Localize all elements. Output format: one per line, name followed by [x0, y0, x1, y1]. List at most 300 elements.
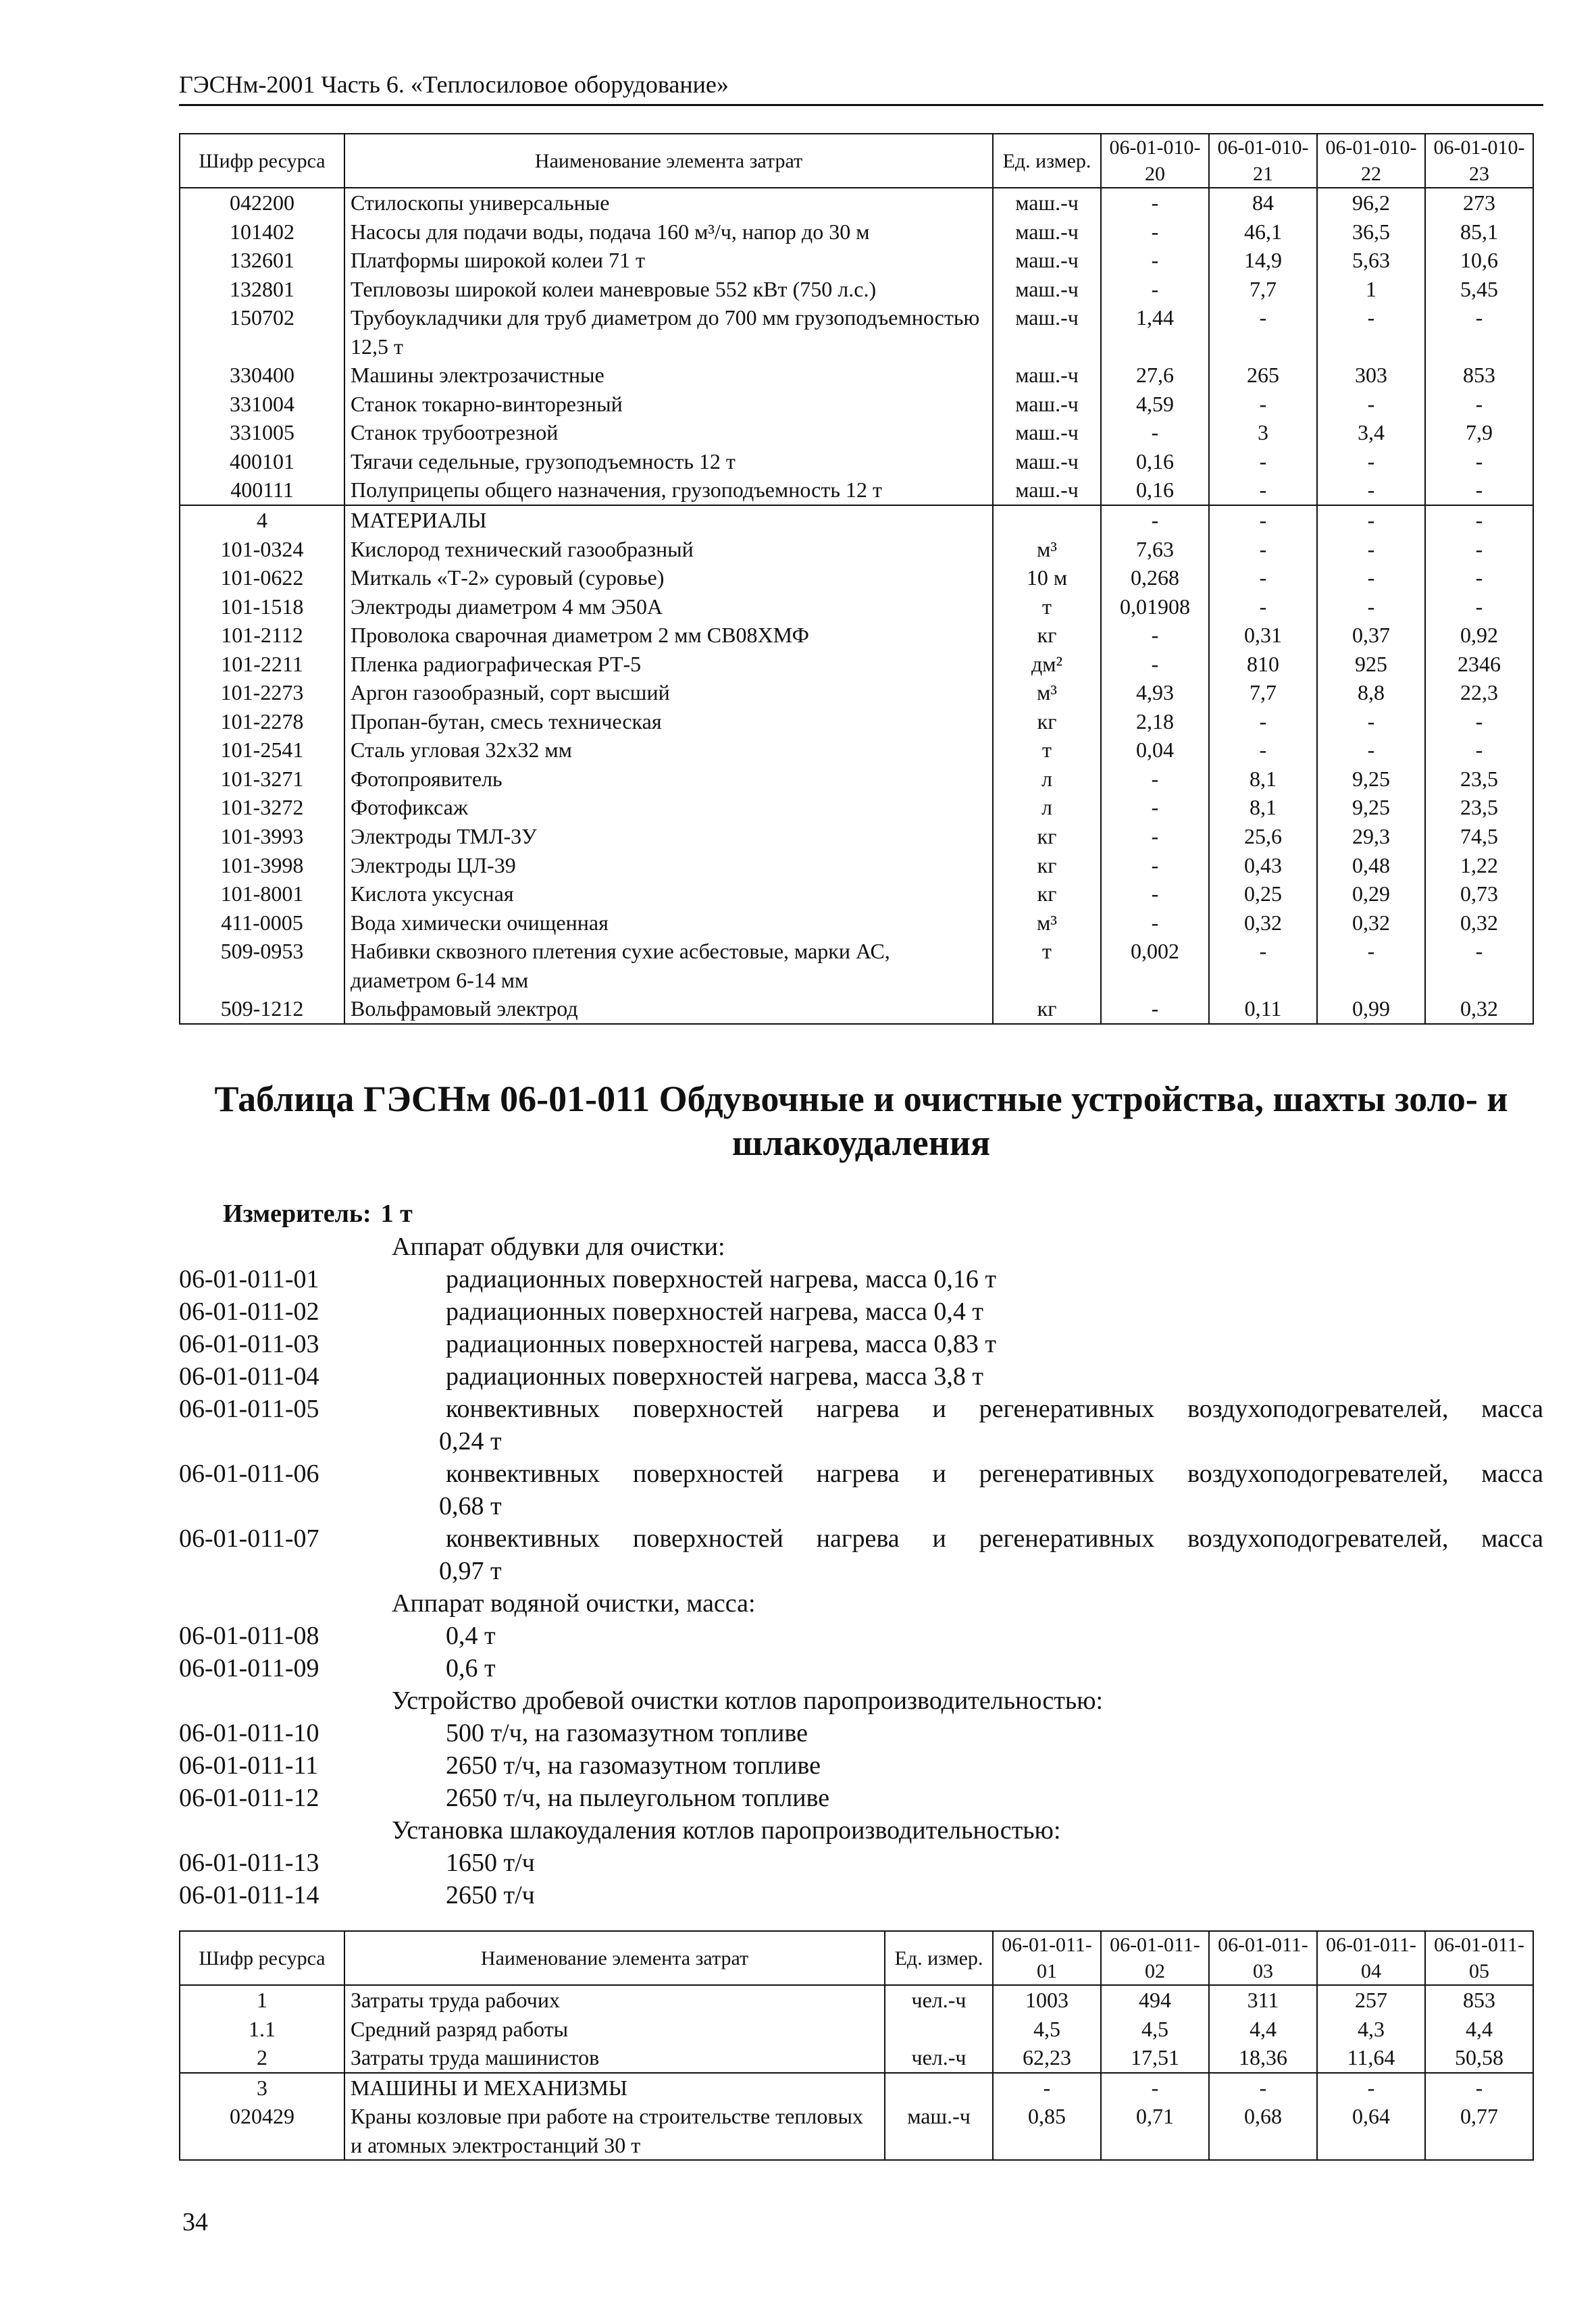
- resource-value: 7,7: [1209, 275, 1317, 304]
- resource-value: -: [1101, 275, 1209, 304]
- work-code: 06-01-011-06: [179, 1460, 319, 1488]
- table-row: [180, 2015, 1533, 2044]
- resource-unit: кг: [993, 851, 1101, 880]
- resource-value: -: [1317, 937, 1425, 994]
- resource-code: 411-0005: [180, 908, 344, 937]
- resource-code: 331005: [180, 418, 344, 447]
- work-text: радиационных поверхностей нагрева, масса 3,8 т: [446, 1362, 983, 1391]
- resource-value: -: [1317, 475, 1425, 505]
- works-list: [179, 1231, 1543, 1911]
- table-row: [180, 563, 1533, 592]
- meter-value: 1 т: [380, 1200, 413, 1228]
- header-col: 06-01-010-20: [1101, 134, 1209, 188]
- table-row: [180, 2102, 1533, 2160]
- resource-value: -: [1425, 475, 1533, 505]
- resource-value: 46,1: [1209, 217, 1317, 247]
- resource-value: 257: [1317, 1985, 1425, 2015]
- work-text: 2650 т/ч, на газомазутном топливе: [446, 1751, 821, 1780]
- resource-name: Полуприцепы общего назначения, грузоподъемность 12 т: [344, 475, 993, 505]
- resource-value: -: [1101, 793, 1209, 822]
- resource-name: Вольфрамовый электрод: [344, 994, 993, 1024]
- resource-unit: кг: [993, 621, 1101, 650]
- resource-name: Тепловозы широкой колеи маневровые 552 кВт (750 л.с.): [344, 275, 993, 304]
- resource-value: 85,1: [1425, 217, 1533, 247]
- table-title: Таблица ГЭСНм 06-01-011 Обдувочные и очистные устройства, шахты золо- и шлакоудаления: [214, 1079, 1508, 1163]
- resource-code: 101-0324: [180, 535, 344, 564]
- work-text-cont: 0,24 т: [439, 1427, 502, 1456]
- resource-value: 3: [1209, 418, 1317, 447]
- resource-value: -: [1425, 736, 1533, 765]
- resource-code: 101402: [180, 217, 344, 247]
- table-row: [180, 2073, 1533, 2103]
- resource-value: 0,85: [993, 2102, 1101, 2160]
- resource-value: -: [1101, 851, 1209, 880]
- resource-value: -: [1425, 505, 1533, 535]
- header-name: Наименование элемента затрат: [344, 134, 993, 188]
- work-item: [179, 1393, 1543, 1458]
- resource-value: -: [1101, 505, 1209, 535]
- work-group-line: [179, 1814, 1543, 1847]
- table-body: [180, 188, 1533, 1024]
- work-code: 06-01-011-13: [179, 1849, 319, 1877]
- resource-value: -: [1317, 447, 1425, 476]
- resource-unit: маш.-ч: [993, 447, 1101, 476]
- work-item: [179, 1717, 1543, 1749]
- header-col: 06-01-011-04: [1317, 1931, 1425, 1985]
- resource-value: 4,5: [993, 2015, 1101, 2044]
- table-row: [180, 592, 1533, 621]
- work-text: 0,4 т: [446, 1622, 496, 1650]
- resource-unit: маш.-ч: [993, 390, 1101, 419]
- resource-value: 810: [1209, 650, 1317, 679]
- resource-value: 0,32: [1317, 908, 1425, 937]
- resource-value: 0,268: [1101, 563, 1209, 592]
- work-text: конвективных поверхностей нагрева и регенеративных воздухоподогревателей, масса: [446, 1395, 1543, 1423]
- resource-value: -: [1101, 246, 1209, 275]
- resource-value: 0,002: [1101, 937, 1209, 994]
- resource-value: -: [1209, 505, 1317, 535]
- resource-name: Платформы широкой колеи 71 т: [344, 246, 993, 275]
- resource-value: -: [1425, 535, 1533, 564]
- resource-value: -: [1317, 390, 1425, 419]
- work-item: [179, 1782, 1543, 1814]
- resource-name: Кислота уксусная: [344, 879, 993, 908]
- resource-value: 0,29: [1317, 879, 1425, 908]
- resource-value: 7,7: [1209, 678, 1317, 707]
- resource-value: 27,6: [1101, 361, 1209, 390]
- resource-value: -: [1101, 765, 1209, 794]
- resource-value: 853: [1425, 1985, 1533, 2015]
- work-text: 2650 т/ч, на пылеугольном топливе: [446, 1784, 830, 1812]
- resource-name: Насосы для подачи воды, подача 160 м³/ч, напор до 30 м: [344, 217, 993, 247]
- resource-value: 11,64: [1317, 2043, 1425, 2073]
- work-code: 06-01-011-08: [179, 1622, 319, 1650]
- work-code: 06-01-011-09: [179, 1654, 319, 1682]
- resource-code: 132801: [180, 275, 344, 304]
- resource-value: -: [1317, 505, 1425, 535]
- work-group: Аппарат обдувки для очистки:: [392, 1233, 725, 1261]
- table-row: [180, 217, 1533, 247]
- table-row: [180, 361, 1533, 390]
- resource-value: 0,32: [1209, 908, 1317, 937]
- resource-unit: [885, 2073, 993, 2103]
- resource-value: 0,64: [1317, 2102, 1425, 2160]
- resource-value: 0,04: [1101, 736, 1209, 765]
- resource-value: 0,31: [1209, 621, 1317, 650]
- resource-name: Средний разряд работы: [344, 2015, 885, 2044]
- resource-value: 0,11: [1209, 994, 1317, 1024]
- resource-value: 17,51: [1101, 2043, 1209, 2073]
- resource-value: -: [1317, 707, 1425, 736]
- resource-value: 0,48: [1317, 851, 1425, 880]
- resource-value: -: [1317, 592, 1425, 621]
- resource-code: 101-0622: [180, 563, 344, 592]
- work-code: 06-01-011-01: [179, 1265, 319, 1293]
- resource-code: 101-2278: [180, 707, 344, 736]
- resource-name: Аргон газообразный, сорт высший: [344, 678, 993, 707]
- resource-value: 2,18: [1101, 707, 1209, 736]
- work-group-line: [179, 1231, 1543, 1263]
- resource-value: 853: [1425, 361, 1533, 390]
- resource-code: 042200: [180, 188, 344, 217]
- header-col: 06-01-010-21: [1209, 134, 1317, 188]
- resource-name: Электроды диаметром 4 мм Э50А: [344, 592, 993, 621]
- resource-value: -: [1209, 2073, 1317, 2103]
- resource-value: 4,4: [1425, 2015, 1533, 2044]
- resource-value: 5,45: [1425, 275, 1533, 304]
- header-name: Наименование элемента затрат: [344, 1931, 885, 1985]
- resource-unit: чел.-ч: [885, 1985, 993, 2015]
- table-row: [180, 879, 1533, 908]
- resource-name: Миткаль «Т-2» суровый (суровье): [344, 563, 993, 592]
- header-col: 06-01-011-02: [1101, 1931, 1209, 1985]
- resource-value: 4,59: [1101, 390, 1209, 419]
- resource-value: 0,25: [1209, 879, 1317, 908]
- resource-value: 0,16: [1101, 447, 1209, 476]
- table-row: [180, 908, 1533, 937]
- resource-code: 101-2273: [180, 678, 344, 707]
- work-group: Устройство дробевой очистки котлов паропроизводительностью:: [392, 1687, 1104, 1715]
- resource-code: 2: [180, 2043, 344, 2073]
- resource-name: Краны козловые при работе на строительстве тепловых и атомных электростанций 30 т: [344, 2102, 885, 2160]
- resource-code: 101-2541: [180, 736, 344, 765]
- resource-value: 0,01908: [1101, 592, 1209, 621]
- resource-value: 10,6: [1425, 246, 1533, 275]
- resource-value: 0,71: [1101, 2102, 1209, 2160]
- resource-value: -: [1425, 447, 1533, 476]
- resource-unit: [885, 2015, 993, 2044]
- resource-value: -: [1425, 563, 1533, 592]
- resource-unit: т: [993, 592, 1101, 621]
- resource-value: -: [1425, 937, 1533, 994]
- resource-value: -: [1209, 475, 1317, 505]
- work-code: 06-01-011-07: [179, 1524, 319, 1553]
- resource-value: -: [1317, 303, 1425, 361]
- resource-unit: 10 м: [993, 563, 1101, 592]
- table-row: [180, 303, 1533, 361]
- resource-value: -: [1209, 937, 1317, 994]
- table-row: [180, 390, 1533, 419]
- table-row: [180, 851, 1533, 880]
- resource-code: 101-3993: [180, 822, 344, 851]
- work-item: [179, 1652, 1543, 1685]
- table-row: [180, 246, 1533, 275]
- header-col: 06-01-011-01: [993, 1931, 1101, 1985]
- header-col: 06-01-010-22: [1317, 134, 1425, 188]
- table-row: [180, 822, 1533, 851]
- resource-value: 0,92: [1425, 621, 1533, 650]
- resource-name: Машины электрозачистные: [344, 361, 993, 390]
- resource-name: Станок токарно-винторезный: [344, 390, 993, 419]
- resource-value: -: [1425, 2073, 1533, 2103]
- resource-code: 509-0953: [180, 937, 344, 994]
- resource-value: -: [1101, 822, 1209, 851]
- table-row: [180, 793, 1533, 822]
- meter-label: Измеритель:: [223, 1200, 371, 1228]
- meter-line: [223, 1199, 413, 1229]
- resource-value: 84: [1209, 188, 1317, 217]
- resource-value: 0,68: [1209, 2102, 1317, 2160]
- resource-value: -: [993, 2073, 1101, 2103]
- resource-value: 303: [1317, 361, 1425, 390]
- resource-code: 400101: [180, 447, 344, 476]
- resource-value: 8,1: [1209, 765, 1317, 794]
- resource-code: 132601: [180, 246, 344, 275]
- resource-name: Сталь угловая 32х32 мм: [344, 736, 993, 765]
- resource-name: МАШИНЫ И МЕХАНИЗМЫ: [344, 2073, 885, 2103]
- resource-value: 23,5: [1425, 765, 1533, 794]
- resource-value: -: [1101, 418, 1209, 447]
- resource-value: 23,5: [1425, 793, 1533, 822]
- resource-name: Фотофиксаж: [344, 793, 993, 822]
- resource-value: 4,5: [1101, 2015, 1209, 2044]
- resource-value: 62,23: [993, 2043, 1101, 2073]
- resource-value: 2346: [1425, 650, 1533, 679]
- work-item: [179, 1263, 1543, 1295]
- resource-name: Пропан-бутан, смесь техническая: [344, 707, 993, 736]
- table-row: [180, 765, 1533, 794]
- resource-value: 18,36: [1209, 2043, 1317, 2073]
- resource-value: -: [1317, 535, 1425, 564]
- resource-unit: маш.-ч: [993, 246, 1101, 275]
- header-unit: Ед. измер.: [993, 134, 1101, 188]
- resource-value: 0,32: [1425, 994, 1533, 1024]
- work-item: [179, 1620, 1543, 1652]
- table-row: [180, 650, 1533, 679]
- work-item: [179, 1847, 1543, 1879]
- resource-name: МАТЕРИАЛЫ: [344, 505, 993, 535]
- work-code: 06-01-011-04: [179, 1362, 319, 1391]
- resource-unit: [993, 505, 1101, 535]
- resource-name: Пленка радиографическая РТ-5: [344, 650, 993, 679]
- work-item: [179, 1458, 1543, 1522]
- page-number: 34: [182, 2208, 208, 2236]
- resource-value: 7,9: [1425, 418, 1533, 447]
- resource-code: 509-1212: [180, 994, 344, 1024]
- resource-code: 1.1: [180, 2015, 344, 2044]
- resource-unit: маш.-ч: [993, 361, 1101, 390]
- resource-name: Трубоукладчики для труб диаметром до 700 мм грузоподъемностью 12,5 т: [344, 303, 993, 361]
- table-row: [180, 418, 1533, 447]
- header-code: Шифр ресурса: [180, 134, 344, 188]
- table-row: [180, 475, 1533, 505]
- table-row: [180, 736, 1533, 765]
- resource-value: 29,3: [1317, 822, 1425, 851]
- resource-name: Фотопроявитель: [344, 765, 993, 794]
- resource-unit: маш.-ч: [993, 188, 1101, 217]
- resource-unit: л: [993, 793, 1101, 822]
- resource-value: 3,4: [1317, 418, 1425, 447]
- resource-value: -: [1101, 994, 1209, 1024]
- work-code: 06-01-011-02: [179, 1297, 319, 1326]
- resource-value: -: [1425, 303, 1533, 361]
- work-item: [179, 1328, 1543, 1360]
- resource-value: -: [1209, 535, 1317, 564]
- resource-value: 0,16: [1101, 475, 1209, 505]
- resource-value: -: [1317, 563, 1425, 592]
- resource-code: 101-8001: [180, 879, 344, 908]
- resource-value: 0,43: [1209, 851, 1317, 880]
- table-row: [180, 188, 1533, 217]
- resource-value: -: [1425, 707, 1533, 736]
- resource-value: -: [1101, 2073, 1209, 2103]
- resource-value: 4,3: [1317, 2015, 1425, 2044]
- work-item: [179, 1295, 1543, 1328]
- work-item: [179, 1749, 1543, 1782]
- work-text: конвективных поверхностей нагрева и регенеративных воздухоподогревателей, масса: [446, 1460, 1543, 1488]
- resource-value: -: [1425, 390, 1533, 419]
- resource-unit: дм²: [993, 650, 1101, 679]
- resource-value: -: [1209, 563, 1317, 592]
- resource-value: 5,63: [1317, 246, 1425, 275]
- table-row: [180, 535, 1533, 564]
- resource-code: 101-2211: [180, 650, 344, 679]
- resource-value: -: [1101, 650, 1209, 679]
- page-header: ГЭСНм-2001 Часть 6. «Теплосиловое оборудование»: [179, 70, 1543, 106]
- resource-code: 331004: [180, 390, 344, 419]
- resource-unit: м³: [993, 535, 1101, 564]
- resource-value: 0,32: [1425, 908, 1533, 937]
- table-row: [180, 275, 1533, 304]
- resource-value: 494: [1101, 1985, 1209, 2015]
- resource-value: -: [1101, 908, 1209, 937]
- table-row: [180, 678, 1533, 707]
- resource-value: -: [1209, 303, 1317, 361]
- table-row: [180, 1985, 1533, 2015]
- resource-value: 1: [1317, 275, 1425, 304]
- work-code: 06-01-011-11: [179, 1751, 319, 1780]
- work-item: [179, 1360, 1543, 1393]
- resource-name: Электроды ТМЛ-3У: [344, 822, 993, 851]
- work-code: 06-01-011-10: [179, 1719, 319, 1747]
- resource-value: -: [1317, 2073, 1425, 2103]
- resource-unit: кг: [993, 994, 1101, 1024]
- resource-code: 101-2112: [180, 621, 344, 650]
- resource-value: 273: [1425, 188, 1533, 217]
- resource-value: 0,99: [1317, 994, 1425, 1024]
- work-text-cont: 0,97 т: [439, 1557, 502, 1585]
- resource-unit: м³: [993, 908, 1101, 937]
- work-text: радиационных поверхностей нагрева, масса 0,4 т: [446, 1297, 983, 1326]
- resource-name: Электроды ЦЛ-39: [344, 851, 993, 880]
- resource-name: Проволока сварочная диаметром 2 мм СВ08ХМФ: [344, 621, 993, 650]
- resource-unit: т: [993, 736, 1101, 765]
- resource-unit: м³: [993, 678, 1101, 707]
- header-col: 06-01-011-05: [1425, 1931, 1533, 1985]
- resource-value: -: [1101, 188, 1209, 217]
- work-group-line: [179, 1587, 1543, 1620]
- resource-value: 0,37: [1317, 621, 1425, 650]
- resource-value: 265: [1209, 361, 1317, 390]
- resource-name: Станок трубоотрезной: [344, 418, 993, 447]
- resource-name: Затраты труда рабочих: [344, 1985, 885, 2015]
- resource-value: 8,1: [1209, 793, 1317, 822]
- work-text: 0,6 т: [446, 1654, 496, 1682]
- resource-value: 14,9: [1209, 246, 1317, 275]
- resource-name: Затраты труда машинистов: [344, 2043, 885, 2073]
- resource-code: 400111: [180, 475, 344, 505]
- resource-unit: кг: [993, 822, 1101, 851]
- resource-value: 36,5: [1317, 217, 1425, 247]
- resource-name: Стилоскопы универсальные: [344, 188, 993, 217]
- resource-name: Вода химически очищенная: [344, 908, 993, 937]
- resource-value: -: [1209, 736, 1317, 765]
- work-group: Установка шлакоудаления котлов паропроизводительностью:: [392, 1816, 1061, 1845]
- resource-value: 22,3: [1425, 678, 1533, 707]
- resource-value: -: [1209, 592, 1317, 621]
- resource-value: 9,25: [1317, 793, 1425, 822]
- resource-value: 0,77: [1425, 2102, 1533, 2160]
- work-code: 06-01-011-12: [179, 1784, 319, 1812]
- resource-unit: маш.-ч: [993, 418, 1101, 447]
- resource-code: 1: [180, 1985, 344, 2015]
- resource-value: -: [1101, 621, 1209, 650]
- resource-unit: маш.-ч: [993, 275, 1101, 304]
- resource-value: 8,8: [1317, 678, 1425, 707]
- work-group-line: [179, 1685, 1543, 1717]
- work-text: конвективных поверхностей нагрева и регенеративных воздухоподогревателей, масса: [446, 1524, 1543, 1553]
- work-text-cont: 0,68 т: [439, 1492, 502, 1520]
- resource-value: 4,4: [1209, 2015, 1317, 2044]
- resource-name: Набивки сквозного плетения сухие асбестовые, марки АС, диаметром 6-14 мм: [344, 937, 993, 994]
- resource-unit: маш.-ч: [993, 303, 1101, 361]
- resource-value: 74,5: [1425, 822, 1533, 851]
- resource-value: -: [1209, 707, 1317, 736]
- resource-unit: маш.-ч: [993, 475, 1101, 505]
- work-text: 1650 т/ч: [446, 1849, 535, 1877]
- resource-value: 7,63: [1101, 535, 1209, 564]
- header-code: Шифр ресурса: [180, 1931, 344, 1985]
- resource-code: 020429: [180, 2102, 344, 2160]
- resource-name: Тягачи седельные, грузоподъемность 12 т: [344, 447, 993, 476]
- resource-table-010: [179, 133, 1534, 1025]
- resource-value: 9,25: [1317, 765, 1425, 794]
- work-group: Аппарат водяной очистки, масса:: [392, 1589, 756, 1618]
- resource-unit: маш.-ч: [885, 2102, 993, 2160]
- table-row: [180, 2043, 1533, 2073]
- resource-code: 4: [180, 505, 344, 535]
- resource-unit: кг: [993, 707, 1101, 736]
- resource-value: -: [1101, 217, 1209, 247]
- resource-value: 0,73: [1425, 879, 1533, 908]
- table-body: [180, 1985, 1533, 2160]
- resource-unit: маш.-ч: [993, 217, 1101, 247]
- resource-value: -: [1425, 592, 1533, 621]
- resource-value: -: [1209, 390, 1317, 419]
- resource-value: 96,2: [1317, 188, 1425, 217]
- resource-value: -: [1209, 447, 1317, 476]
- resource-value: 925: [1317, 650, 1425, 679]
